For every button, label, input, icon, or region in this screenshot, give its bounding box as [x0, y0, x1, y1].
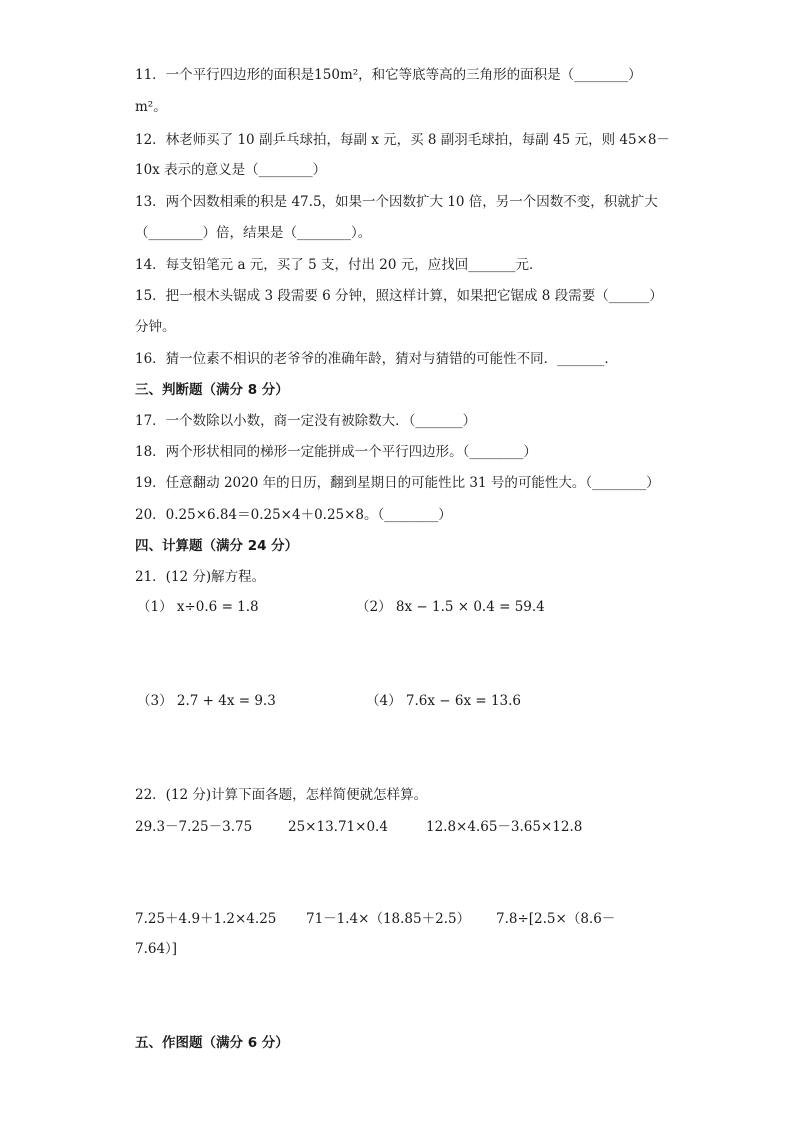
q11-line1: 11．一个平行四边形的面积是150m²，和它等底等高的三角形的面积是（________） — [135, 67, 642, 83]
q18-text: 18．两个形状相同的梯形一定能拼成一个平行四边形。（________） — [135, 444, 537, 460]
q21-equation-1: （1） x÷0.6 = 1.8 — [137, 599, 259, 615]
q22-expression-2: 25×13.71×0.4 — [288, 819, 388, 835]
q20-text: 20．0.25×6.84＝0.25×4＋0.25×8。（________） — [135, 507, 452, 523]
section-4-heading: 四、计算题（满分 24 分） — [135, 538, 299, 554]
q15-line2: 分钟。 — [135, 319, 176, 335]
q15-line1: 15．把一根木头锯成 3 段需要 6 分钟，照这样计算，如果把它锯成 8 段需要（______） — [135, 288, 663, 304]
q22-expression-5: 71－1.4×（18.85＋2.5） — [306, 911, 471, 927]
section-3-heading: 三、判断题（满分 8 分） — [135, 382, 289, 398]
q11-line2: m²。 — [135, 99, 167, 115]
q22-expression-4: 7.25＋4.9＋1.2×4.25 — [135, 911, 277, 927]
q19-text: 19．任意翻动 2020 年的日历，翻到星期日的可能性比 31 号的可能性大。（________） — [135, 475, 660, 491]
q21-equation-4: （4） 7.6x − 6x = 13.6 — [366, 693, 522, 709]
q13-line2: （________）倍，结果是（________）。 — [135, 225, 372, 241]
q13-line1: 13．两个因数相乘的积是 47.5，如果一个因数扩大 10 倍，另一个因数不变，积就扩大 — [135, 194, 658, 210]
q16-text: 16．猜一位素不相识的老爷爷的准确年龄，猜对与猜错的可能性不同．_______． — [135, 351, 618, 367]
section-5-heading: 五、作图题（满分 6 分） — [135, 1035, 289, 1051]
q21-title: 21．(12 分)解方程。 — [135, 569, 266, 585]
q12-line2: 10x 表示的意义是（________） — [135, 162, 327, 178]
q17-text: 17．一个数除以小数，商一定没有被除数大．（_______） — [135, 413, 477, 429]
q21-equation-2: （2） 8x − 1.5 × 0.4 = 59.4 — [356, 599, 545, 615]
q22-expression-1: 29.3－7.25－3.75 — [135, 819, 253, 835]
q12-line1: 12．林老师买了 10 副乒乓球拍，每副 x 元，买 8 副羽毛球拍，每副 45 元，则 45×8－ — [135, 132, 670, 148]
q22-expression-6-part1: 7.8÷[2.5×（8.6－ — [496, 911, 616, 927]
q22-title: 22．(12 分)计算下面各题，怎样简便就怎样算。 — [135, 787, 428, 803]
q21-equation-3: （3） 2.7 + 4x = 9.3 — [137, 693, 276, 709]
q14-text: 14．每支铅笔元 a 元，买了 5 支，付出 20 元，应找回_______元． — [135, 257, 543, 273]
q22-expression-3: 12.8×4.65－3.65×12.8 — [426, 819, 583, 835]
q22-expression-6-part2: 7.64）] — [135, 941, 178, 957]
